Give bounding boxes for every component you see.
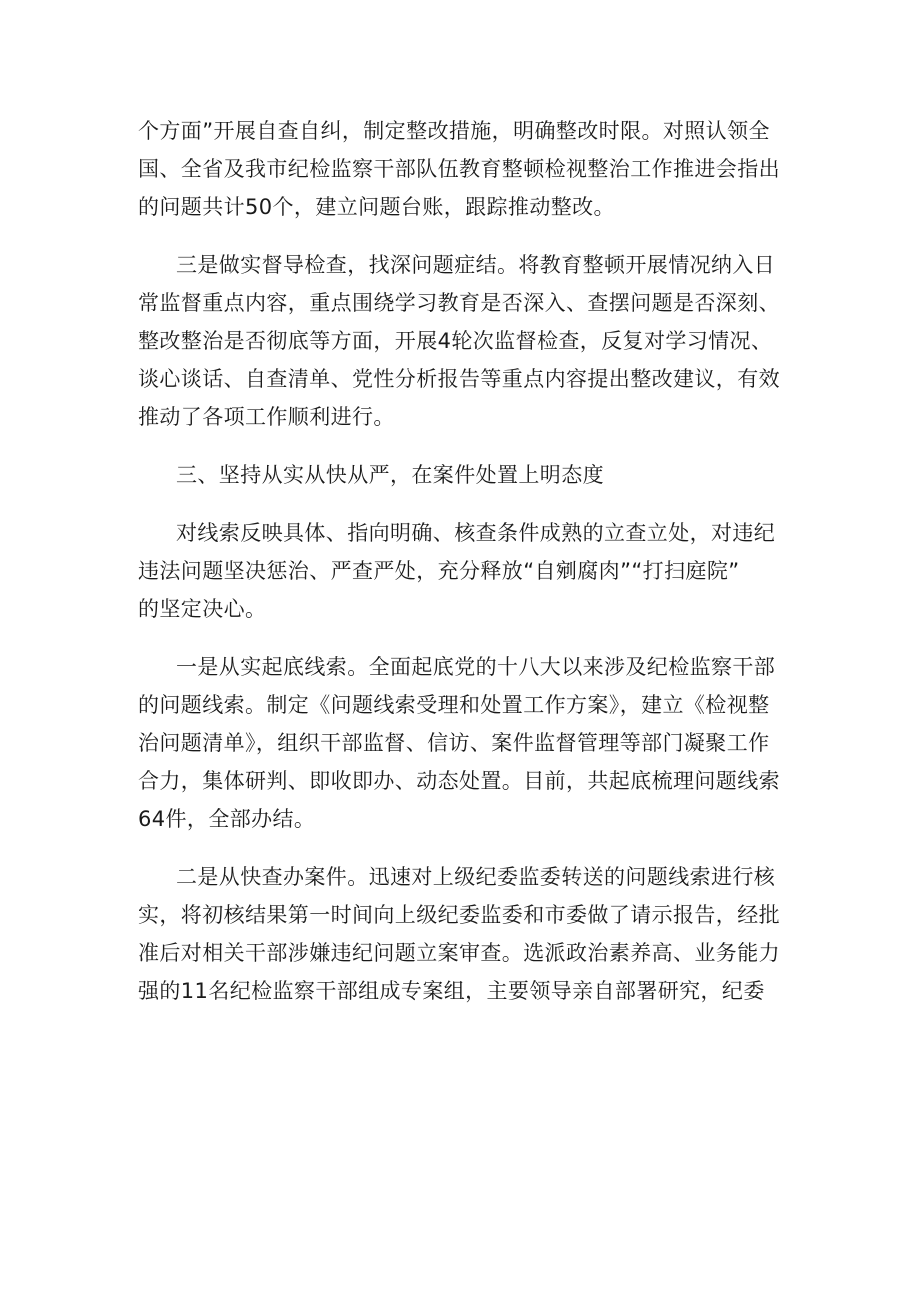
section-heading: [138, 456, 798, 494]
paragraph-supervision-inspection: [138, 246, 798, 436]
paragraph-self-check: [138, 112, 798, 226]
text-line: 治问题清单》，组织干部监督、信访、案件监督管理等部门凝聚工作: [138, 731, 770, 755]
text-line: 64件，全部办结。: [138, 807, 316, 831]
paragraph-clue-review: [138, 648, 798, 838]
text-line: 二是从快查办案件。迅速对上级纪委监委转送的问题线索进行核: [176, 865, 776, 889]
text-line: 的坚定决心。: [138, 597, 267, 621]
heading-text: 三、坚持从实从快从严，在案件处置上明态度: [176, 463, 604, 487]
text-line: 强的11名纪检监察干部组成专案组，主要领导亲自部署研究，纪委: [138, 979, 765, 1003]
text-line: 违法问题坚决惩治、严查严处，充分释放“自剜腐肉”“打扫庭院”: [138, 559, 740, 583]
text-line: 常监督重点内容，重点围绕学习教育是否深入、查摆问题是否深刻、: [138, 291, 780, 315]
document-body: [138, 112, 798, 1030]
text-line: 合力，集体研判、即收即办、动态处置。目前，共起底梳理问题线索: [138, 769, 780, 793]
text-line: 准后对相关干部涉嫌违纪问题立案审查。选派政治素养高、业务能力: [138, 941, 780, 965]
text-line: 整改整治是否彻底等方面，开展4轮次监督检查，反复对学习情况、: [138, 329, 773, 353]
text-line: 国、全省及我市纪检监察干部队伍教育整顿检视整治工作推进会指出: [138, 157, 780, 181]
paragraph-case-handling-intro: [138, 514, 798, 628]
text-line: 一是从实起底线索。全面起底党的十八大以来涉及纪检监察干部: [176, 655, 776, 679]
text-line: 的问题线索。制定《问题线索受理和处置工作方案》，建立《检视整: [138, 693, 770, 717]
text-line: 对线索反映具体、指向明确、核查条件成熟的立查立处，对违纪: [176, 521, 776, 545]
text-line: 推动了各项工作顺利进行。: [138, 405, 395, 429]
text-line: 谈心谈话、自查清单、党性分析报告等重点内容提出整改建议，有效: [138, 367, 780, 391]
paragraph-case-investigation: [138, 858, 798, 1010]
text-line: 三是做实督导检查，找深问题症结。将教育整顿开展情况纳入日: [176, 253, 776, 277]
text-line: 的问题共计50个，建立问题台账，跟踪推动整改。: [138, 195, 615, 219]
text-line: 实，将初核结果第一时间向上级纪委监委和市委做了请示报告，经批: [138, 903, 780, 927]
text-line: 个方面”开展自查自纠，制定整改措施，明确整改时限。对照认领全: [138, 119, 770, 143]
